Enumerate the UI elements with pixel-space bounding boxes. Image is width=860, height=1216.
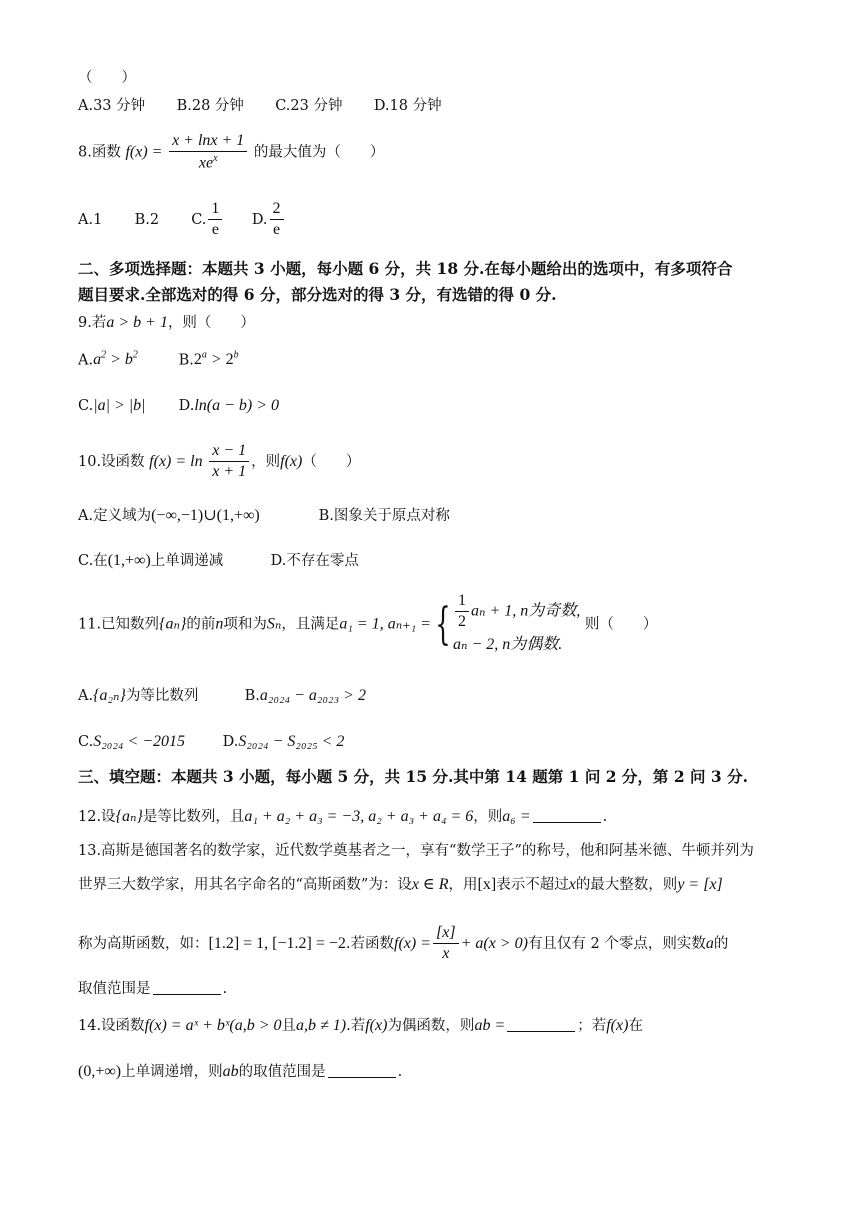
section-2-heading-line1: 二、多项选择题：本题共 3 小题，每小题 6 分，共 18 分.在每小题给出的选项中，有多项符合 [78,259,733,278]
option-b[interactable]: B.a₂₀₂₄ − a₂₀₂₃ > 2 [244,687,366,704]
question-13-line4: 取值范围是 . [78,981,228,997]
question-14-line2: (0,+∞)上单调递增，则ab的取值范围是 . [78,1063,403,1080]
option-b[interactable]: $B.2^a > 2^b$ [178,350,239,369]
option-d[interactable]: D.不存在零点 [270,553,359,569]
fraction: $\frac{x + \ln x + 1}{xe^x}$ [169,132,247,173]
option-c[interactable]: C.23 分钟 [275,98,343,114]
option-c[interactable]: C. $\frac{1}{e}$ [191,200,247,240]
answer-blank-2[interactable] [328,1063,396,1078]
question-9-stem: 9.若a > b + 1，则（ ） [78,314,255,331]
prev-question-paren: （ ） [78,70,136,86]
prev-question-options [78,98,442,115]
option-c[interactable]: C.在(1,+∞)上单调递减 [78,552,224,569]
question-11-stem: 11.已知数列{aₙ}的前n项和为Sₙ，且满足a₁ = 1, aₙ₊₁ ={ $\frac{1}{2}$ aₙ + 1, n为奇数, aₙ − 2, n为偶数. 则（ ） [78,592,657,657]
option-d[interactable]: D.18 分钟 [373,98,442,114]
piecewise-cases: $\frac{1}{2}$ aₙ + 1, n为奇数, aₙ − 2, n为偶数. [452,592,581,653]
option-a[interactable]: $A.a^2 > b^2$ [78,350,138,369]
question-13-line2: 世界三大数学家，用其名字命名的“高斯函数”为：设x ∈ R，用[x]表示不超过x的最大整数，则y = [x] [78,876,723,893]
answer-blank[interactable] [533,808,601,823]
question-12-stem: 12.设{aₙ}是等比数列，且a₁ + a₂ + a₃ = −3, a₂ + a₃ + a₄ = 6，则a₆ = . [78,808,608,825]
answer-blank[interactable] [153,980,221,995]
question-10-options-cd [78,551,359,570]
option-d[interactable]: D.ln(a − b) > 0 [178,397,280,414]
question-9-options-ab [78,350,239,370]
question-8-stem: 8.函数 f(x) = $\frac{x + \ln x + 1}{xe^x}$ 的最大值为（ ） [78,132,385,172]
answer-blank-1[interactable] [507,1017,575,1032]
question-10-options-ab [78,506,450,525]
option-c[interactable]: C.|a| > |b| [78,397,146,414]
option-a[interactable]: A.1 [78,211,103,228]
question-9-options-cd [78,396,279,415]
question-11-options-cd [78,732,344,751]
option-a[interactable]: A.{a₂ₙ}为等比数列 [78,687,199,704]
option-b[interactable]: B.28 分钟 [176,98,244,114]
option-b[interactable]: B.2 [134,211,160,228]
option-c[interactable]: C.S₂₀₂₄ < −2015 [78,733,186,750]
option-b[interactable]: B.图象关于原点对称 [318,508,450,524]
question-13-line1: 13.高斯是德国著名的数学家，近代数学奠基者之一，享有“数学王子”的称号，他和阿基米德、牛顿并列为 [78,843,754,859]
question-10-stem: 10.设函数 f(x) = ln $\frac{x - 1}{x + 1}$ ，则f(x)（ ） [78,442,361,481]
brace: { [435,598,451,650]
option-a[interactable]: A.33 分钟 [78,98,146,114]
section-2-heading-line2: 题目要求.全部选对的得 6 分，部分选对的得 3 分，有选错的得 0 分. [78,285,557,304]
option-a[interactable]: A.定义域为(−∞,−1)∪(1,+∞) [78,507,260,524]
question-14-line1: 14.设函数f(x) = aˣ + bˣ(a,b > 0且a,b ≠ 1).若f(x)为偶函数，则ab = ；若f(x)在 [78,1017,643,1034]
section-3-heading: 三、填空题：本题共 3 小题，每小题 5 分，共 15 分.其中第 14 题第 1 问 2 分，第 2 问 3 分. [78,767,748,786]
question-8-options [78,200,286,240]
question-11-options-ab [78,686,366,705]
option-d[interactable]: D.S₂₀₂₄ − S₂₀₂₅ < 2 [222,733,345,750]
option-d[interactable]: D. $\frac{2}{e}$ [252,200,286,240]
question-13-line3: 称为高斯函数，如：[1.2] = 1, [−1.2] = −2.若函数f(x) = $\frac{[x]}{x}$ + a(x > 0)有且仅有 2 个零点，则实数a的 [78,924,729,963]
